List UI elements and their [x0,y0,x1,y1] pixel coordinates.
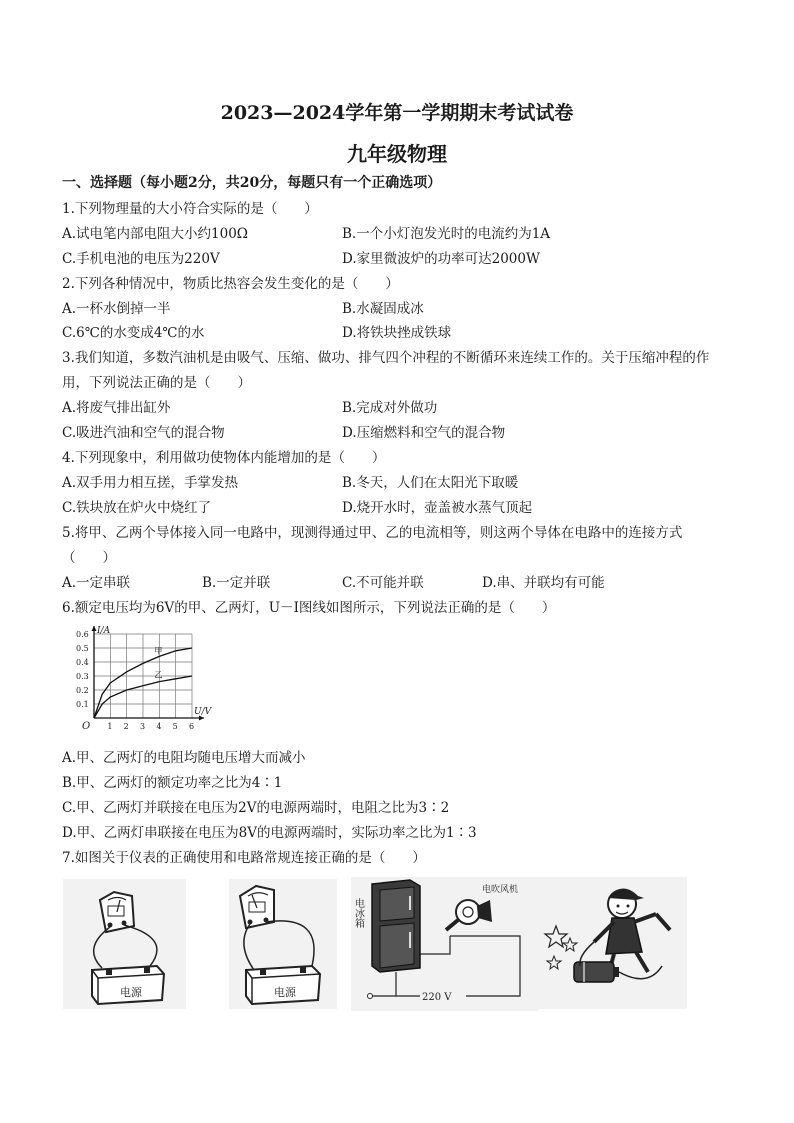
y-axis-label: I/A [97,626,111,636]
x-tick-label: 1 [107,722,113,731]
q6-option-c: C.甲、乙两灯并联接在电压为2V的电源两端时，电阻之比为3∶2 [62,800,450,816]
y-axis-arrow [92,626,97,631]
y-tick-label: 0.3 [76,672,89,681]
chart-axes [92,626,205,721]
q2-stem: 2.下列各种情况中，物质比热容会发生变化的是（ ） [62,276,399,292]
q2-option-a: A.一杯水倒掉一半 [62,301,171,317]
refrigerator-icon [372,880,420,972]
x-axis-label: U/V [194,707,212,717]
q3-option-a: A.将废气排出缸外 [62,400,171,416]
y-tick-label: 0.1 [76,700,89,709]
q3-stem-line1: 3.我们知道，多数汽油机是由吸气、压缩、做功、排气四个冲程的不断循环来连续工作的。关于压缩冲程的作 [62,350,710,366]
q2-option-c: C.6℃的水变成4℃的水 [62,325,205,341]
fig-a-source-label: 电源 [120,986,142,999]
battery-icon [574,962,619,982]
q1-option-d: D.家里微波炉的功率可达2000W [342,251,540,267]
q4-stem: 4.下列现象中，利用做功使物体内能增加的是（ ） [62,450,386,466]
q7-figure-a [62,878,187,1010]
q5-stem-line2: （ ） [62,550,116,566]
x-tick-label: 5 [172,722,178,731]
q5-option-d: D.串、并联均有可能 [482,575,605,591]
q6-option-d: D.甲、乙两灯串联接在电压为8V的电源两端时，实际功率之比为1∶3 [62,825,477,841]
q5-option-a: A.一定串联 [62,575,131,591]
chart-grid [94,634,192,718]
q3-stem-line2: 用，下列说法正确的是（ ） [62,375,251,391]
q5-option-b: B.一定并联 [202,575,271,591]
x-tick-label: 6 [189,722,195,731]
fig-b-source-label: 电源 [274,986,296,999]
q3-option-d: D.压缩燃料和空气的混合物 [342,425,506,441]
q6-stem: 6.额定电压均为6V的甲、乙两灯，U－I图线如图所示，下列说法正确的是（ ） [62,600,556,616]
q7-figure-c [350,876,540,1012]
dryer-label: 电吹风机 [482,885,519,895]
y-tick-label: 0.2 [76,686,89,695]
y-tick-label: 0.6 [76,630,89,639]
q7-figure-d [538,876,688,1010]
q6-option-b: B.甲、乙两灯的额定功率之比为4∶1 [62,775,283,791]
q3-option-b: B.完成对外做功 [342,400,438,416]
x-tick-label: 4 [156,722,162,731]
q5-option-c: C.不可能并联 [342,575,424,591]
x-tick-label: 2 [123,722,129,731]
y-tick-label: 0.4 [76,658,89,667]
exam-title: 2023—2024学年第一学期期末考试试卷 [220,102,574,124]
q4-option-d: D.烧开水时，壶盖被水蒸气顶起 [342,500,533,516]
fridge-label: 电冰箱 [352,898,364,928]
q2-option-d: D.将铁块挫成铁球 [342,325,452,341]
q1-option-c: C.手机电池的电压为220V [62,251,220,267]
q2-option-b: B.水凝固成冰 [342,301,424,317]
voltage-label: 220 V [422,992,452,1003]
q7-figure-b [228,878,338,1010]
q3-option-c: C.吸进汽油和空气的混合物 [62,425,225,441]
q1-option-a: A.试电笔内部电阻大小约100Ω [62,226,249,242]
q6-option-a: A.甲、乙两灯的电阻均随电压增大而减小 [62,750,306,766]
exam-subtitle: 九年级物理 [347,142,447,166]
series-label-yi: 乙 [154,670,163,680]
y-tick-label: 0.5 [76,644,89,653]
q4-option-c: C.铁块放在炉火中烧红了 [62,500,212,516]
q7-stem: 7.如图关于仪表的正确使用和电路常规连接正确的是（ ） [62,850,426,866]
section-heading: 一、选择题（每小题2分，共20分，每题只有一个正确选项） [62,175,442,191]
q5-stem-line1: 5.将甲、乙两个导体接入同一电路中，现测得通过甲、乙的电流相等，则这两个导体在电路中的连接方式 [62,525,683,541]
q1-stem: 1.下列物理量的大小符合实际的是（ ） [62,201,318,217]
x-tick-label: 3 [140,722,146,731]
series-label-jia: 甲 [154,646,163,656]
ui-chart [62,620,222,740]
origin-label: O [82,721,91,732]
q4-option-b: B.冬天，人们在太阳光下取暖 [342,475,519,491]
q4-option-a: A.双手用力相互搓，手掌发热 [62,475,239,491]
q1-option-b: B.一个小灯泡发光时的电流约为1A [342,226,551,242]
